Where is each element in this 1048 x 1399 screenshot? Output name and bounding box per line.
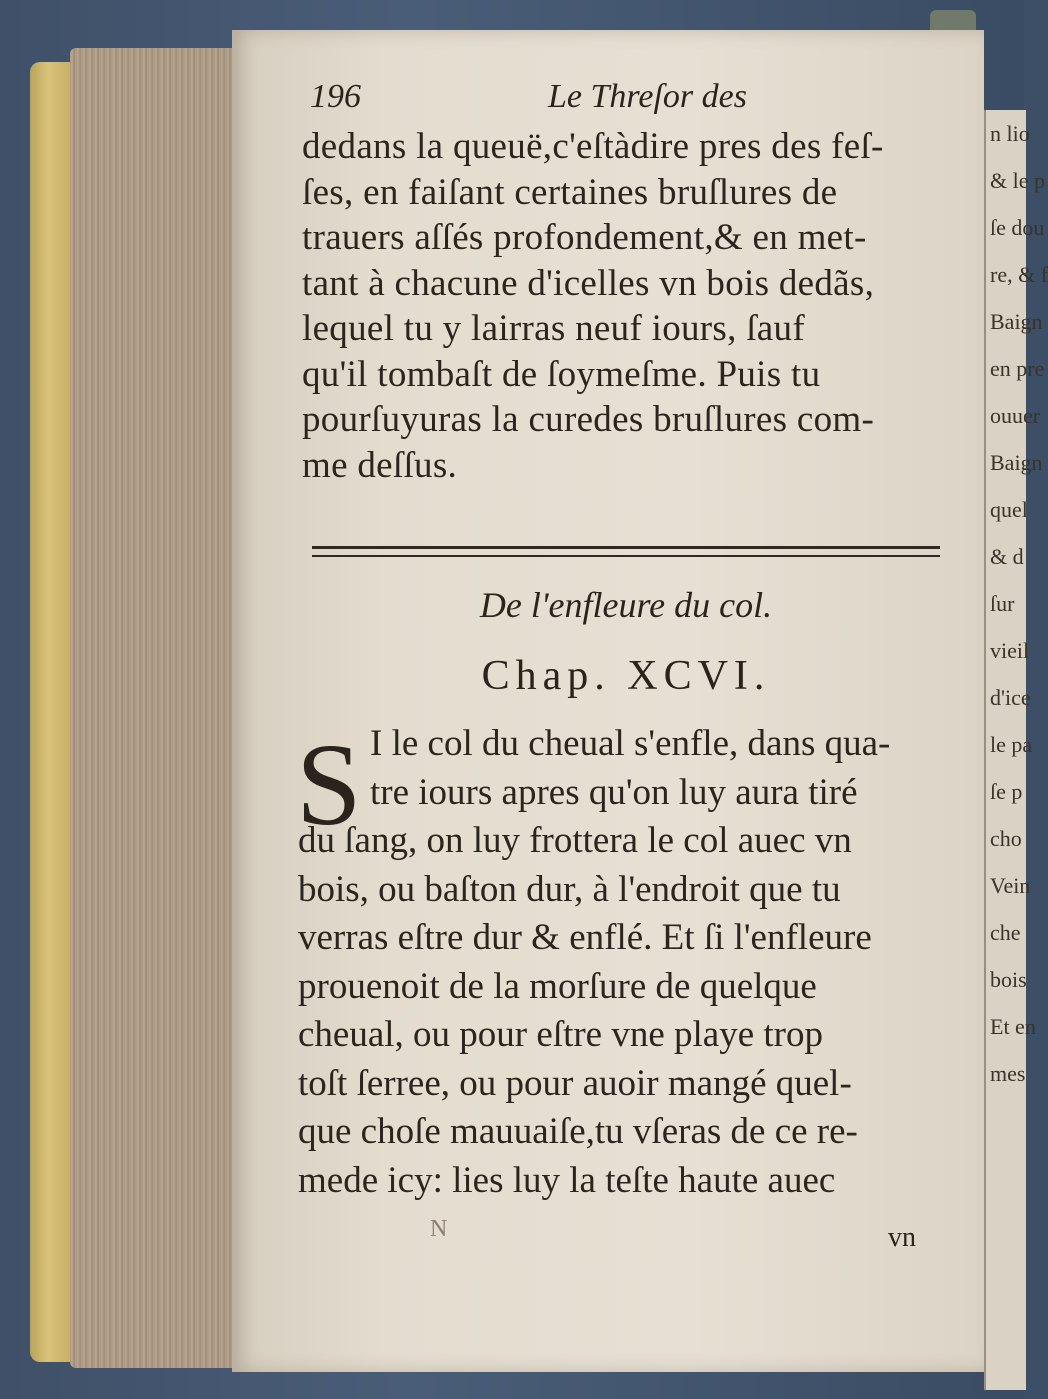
facing-page-text: Vein: [990, 873, 1031, 898]
chapter-number: Chap. XCVI.: [481, 653, 771, 699]
text-line: tant à chacune d'icelles vn bois dedãs,: [302, 262, 875, 304]
facing-page-text: Et en: [990, 1014, 1036, 1039]
text-line: qu'il tombaſt de ſoymeſme. Puis tu: [302, 353, 821, 395]
running-header: [310, 78, 950, 128]
text-line: que choſe mauuaiſe,tu vſeras de ce re-: [298, 1111, 858, 1152]
text-line: ſes, en faiſant certaines bruſlures de: [302, 171, 838, 213]
page-number: 196: [310, 78, 361, 115]
text-line: cheual, ou pour eſtre vne playe trop: [298, 1014, 823, 1055]
section-divider: [312, 546, 940, 557]
text-line: lequel tu y lairras neuf iours, ſauf: [302, 308, 805, 349]
facing-page-text: Baign: [990, 309, 1043, 334]
text-line: trauers aſſés profondement,& en met-: [302, 217, 867, 258]
catchword: vn: [888, 1222, 916, 1253]
facing-page-fragment: [984, 110, 1048, 1390]
facing-page-text: vieil: [990, 638, 1030, 663]
text-line: toſt ſerree, ou pour auoir mangé quel-: [298, 1062, 852, 1104]
signature-mark: N: [430, 1216, 448, 1242]
text-line: tre iours apres qu'on luy aura tiré: [370, 771, 858, 813]
text-line: dedans la queuë,c'eſtàdire pres des feſ-: [302, 126, 884, 167]
page-edges: [70, 48, 240, 1368]
chapter-title: De l'enfleure du col.: [479, 585, 773, 625]
facing-page-text: Baign: [990, 450, 1043, 475]
facing-page-text: re, & f: [990, 262, 1048, 287]
facing-page-text: cho: [990, 826, 1022, 851]
facing-page-text: & d: [990, 544, 1024, 569]
text-line: prouenoit de la morſure de quelque: [298, 965, 817, 1007]
facing-page-text: bois: [990, 967, 1027, 992]
text-line: bois, ou baſton dur, à l'endroit que tu: [298, 868, 841, 910]
facing-page-text: d'ice: [990, 685, 1031, 710]
continued-text: [302, 124, 962, 488]
text-line: I le col du cheual s'enfle, dans qua-: [370, 723, 891, 764]
text-line: verras eſtre dur & enflé. Et ſi l'enfleure: [298, 917, 872, 958]
text-line: du ſang, on luy frottera le col auec vn: [298, 820, 852, 861]
facing-page-text: n lio: [990, 121, 1030, 146]
text-line: me deſſus.: [302, 444, 458, 486]
facing-page-text: en pre: [990, 356, 1045, 381]
facing-page-text: mes: [990, 1061, 1026, 1086]
facing-page-text: quel: [990, 497, 1028, 522]
facing-page-text: le pa: [990, 732, 1033, 757]
facing-page-text: ouuer: [990, 403, 1041, 428]
facing-page-text: ſur: [990, 591, 1015, 616]
chapter-paragraph: [298, 720, 958, 1205]
facing-page-text: che: [990, 920, 1021, 945]
facing-page-text: ſe dou: [990, 215, 1045, 240]
facing-page-text: & le p: [990, 168, 1045, 193]
drop-cap: S: [296, 719, 362, 850]
facing-page-text: ſe p: [990, 779, 1023, 804]
text-line: mede icy: lies luy la teſte haute auec: [298, 1159, 836, 1201]
text-line: pourſuyuras la curedes bruſlures com-: [302, 399, 875, 440]
running-title: Le Threſor des: [548, 78, 747, 115]
